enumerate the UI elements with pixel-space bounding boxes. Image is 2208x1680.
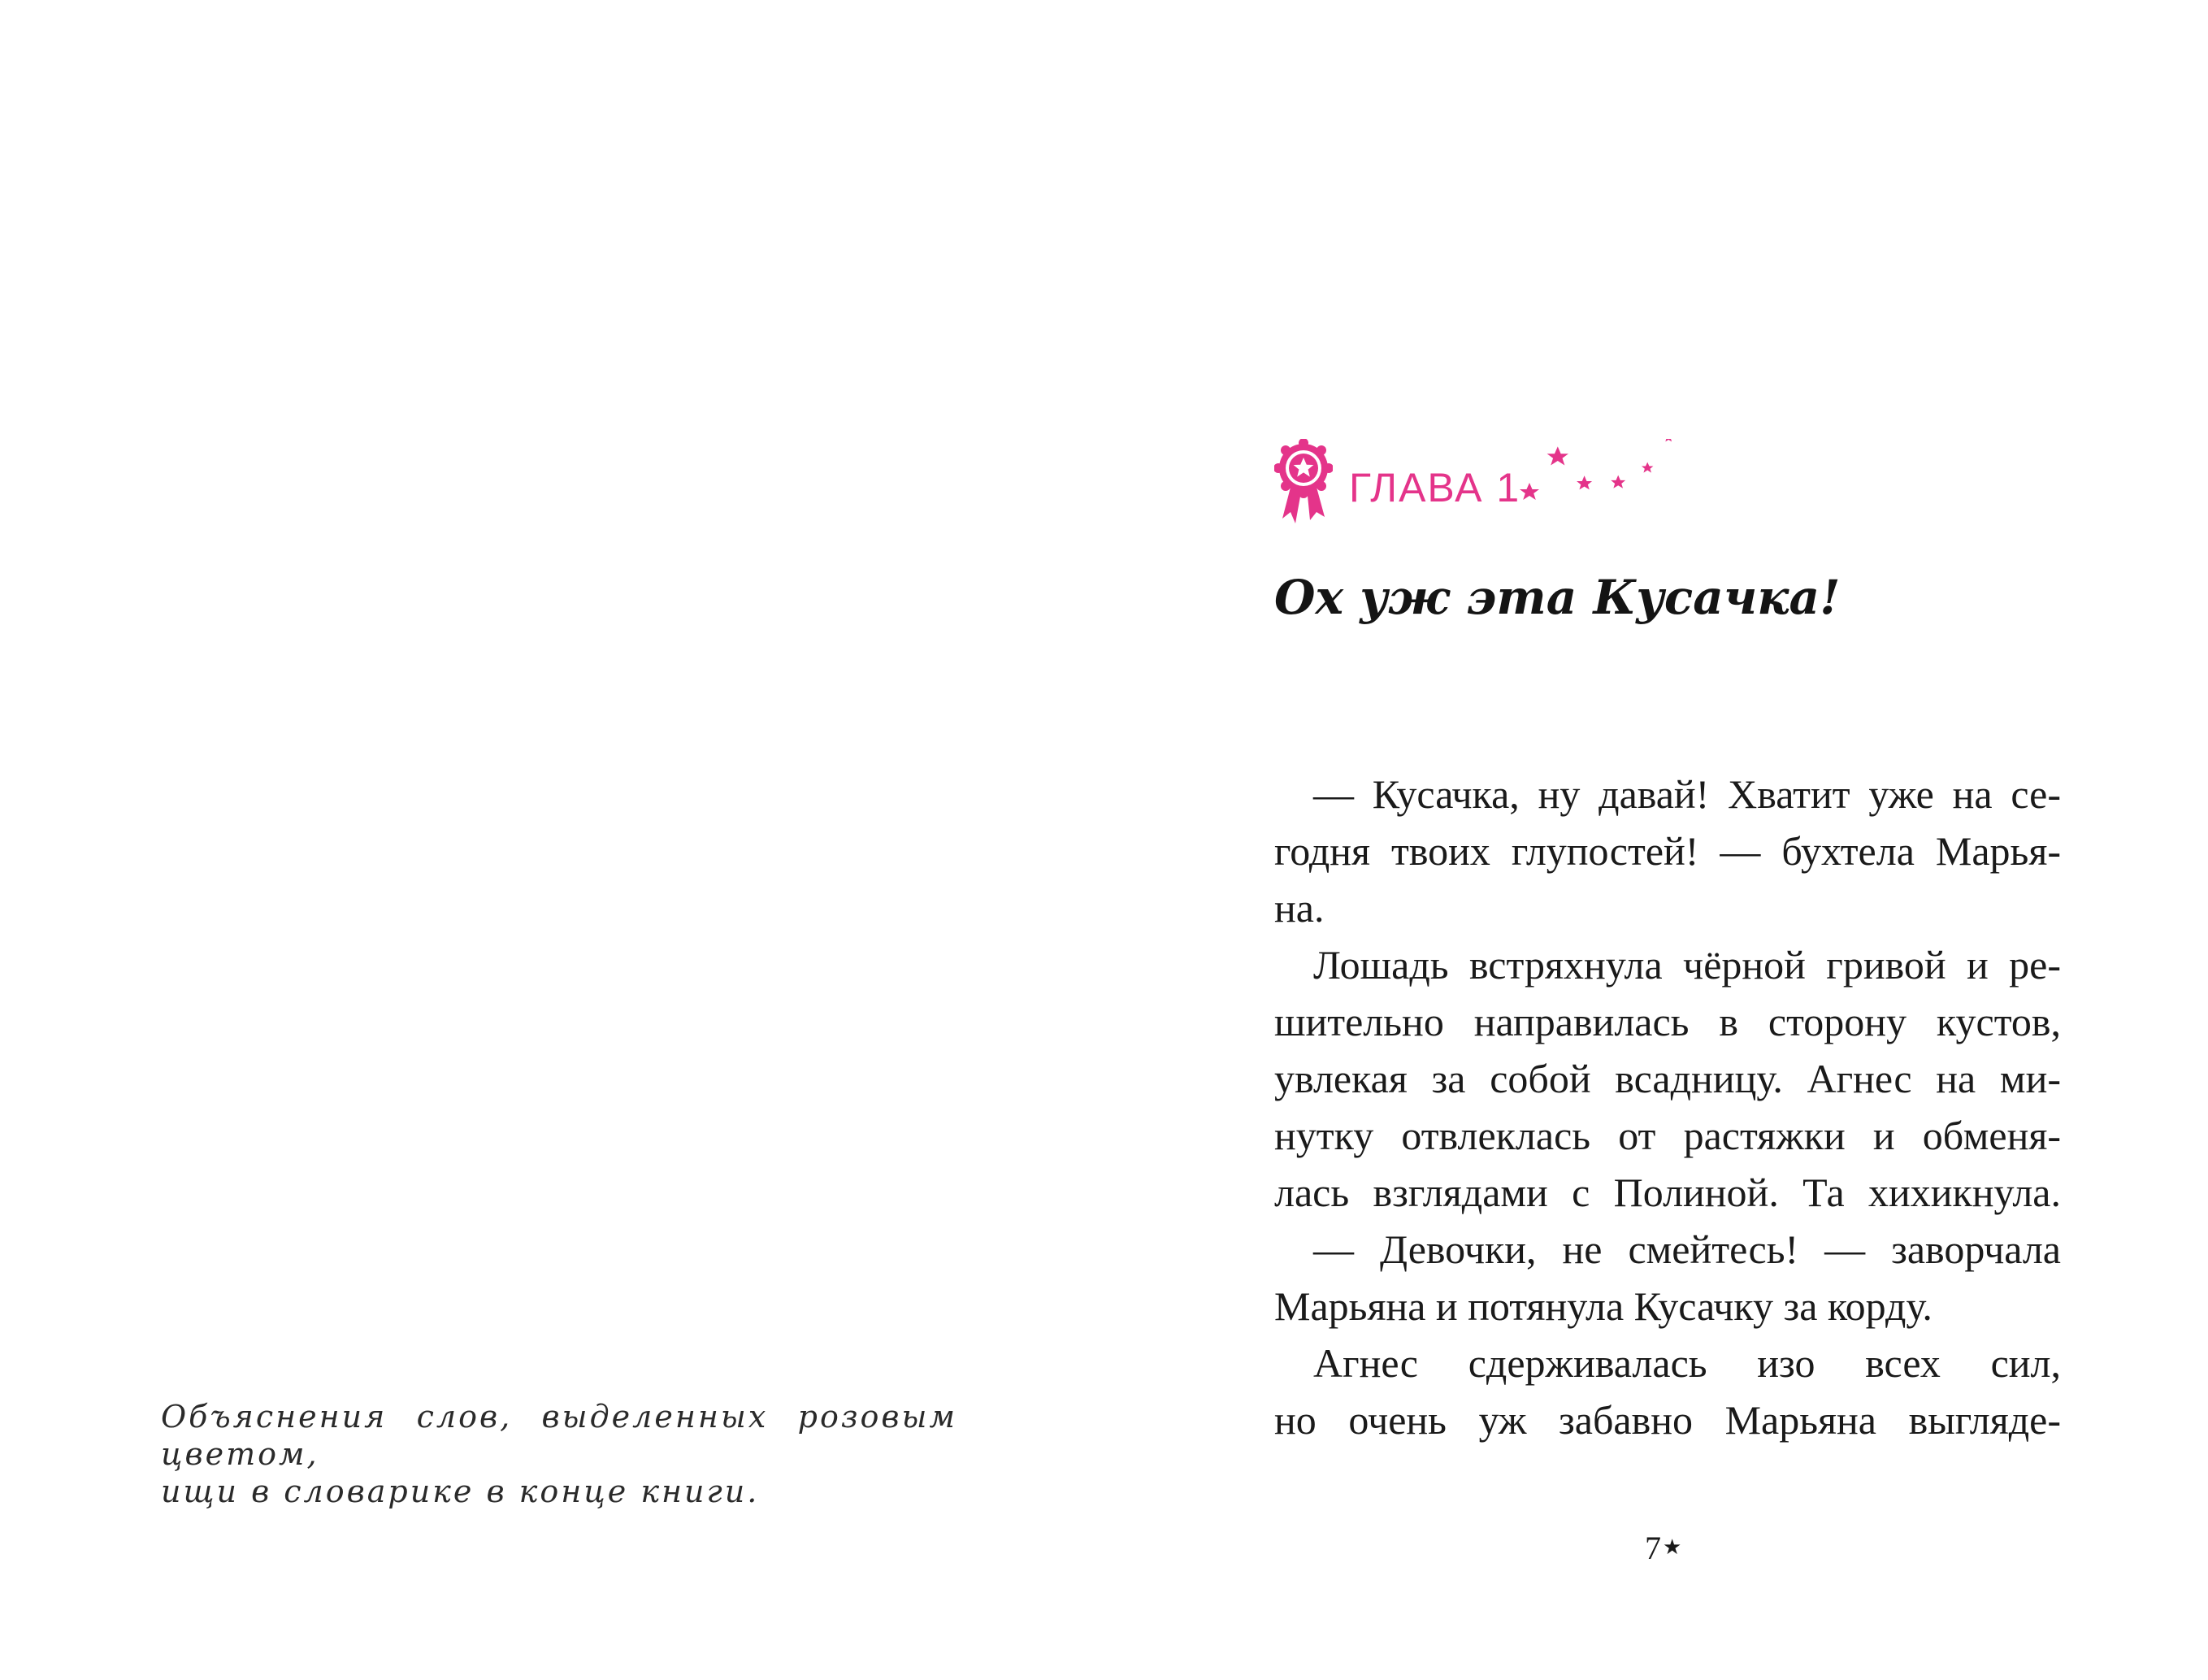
chapter-title: Ох уж эта Кусачка!	[1274, 570, 1841, 625]
text-line: — Кусачка, ну давай! Хватит уже на се-	[1313, 771, 2061, 817]
footnote	[161, 1398, 957, 1510]
chapter-header	[1274, 439, 1681, 528]
text-line: Лошадь встряхнула чёрной гривой и ре-	[1313, 942, 2061, 988]
footnote-line: Объяснения слов, выделенных розовым цветом,	[161, 1399, 957, 1472]
stars-sparkles-icon	[1518, 439, 1681, 504]
text-line: увлекая за собой всадницу. Агнес на ми-	[1274, 1056, 2061, 1101]
text-line: годня твоих глупостей! — бухтела Марья-	[1274, 828, 2061, 874]
text-line: но очень уж забавно Марьяна выгляде-	[1274, 1397, 2061, 1443]
text-line: нутку отвлеклась от растяжки и обменя-	[1274, 1113, 2061, 1158]
star-icon: ★	[1663, 1535, 1682, 1559]
chapter-label: ГЛАВА 1	[1349, 465, 1521, 510]
chapter-body	[1274, 766, 2061, 1448]
page-number	[1645, 1528, 1681, 1568]
page-number-value: 7	[1645, 1530, 1661, 1566]
text-line: на.	[1274, 885, 1325, 931]
award-rosette-icon	[1274, 439, 1333, 528]
text-line: шительно направилась в сторону кустов,	[1274, 999, 2061, 1044]
text-line: Марьяна и потянула Кусачку за корду.	[1274, 1283, 1933, 1329]
text-line: лась взглядами с Полиной. Та хихикнула.	[1274, 1170, 2061, 1215]
text-line: — Девочки, не смейтесь! — заворчала	[1313, 1226, 2061, 1272]
text-line: Агнес сдерживалась изо всех сил,	[1313, 1340, 2061, 1386]
footnote-line: ищи в словарике в конце книги.	[161, 1474, 760, 1509]
